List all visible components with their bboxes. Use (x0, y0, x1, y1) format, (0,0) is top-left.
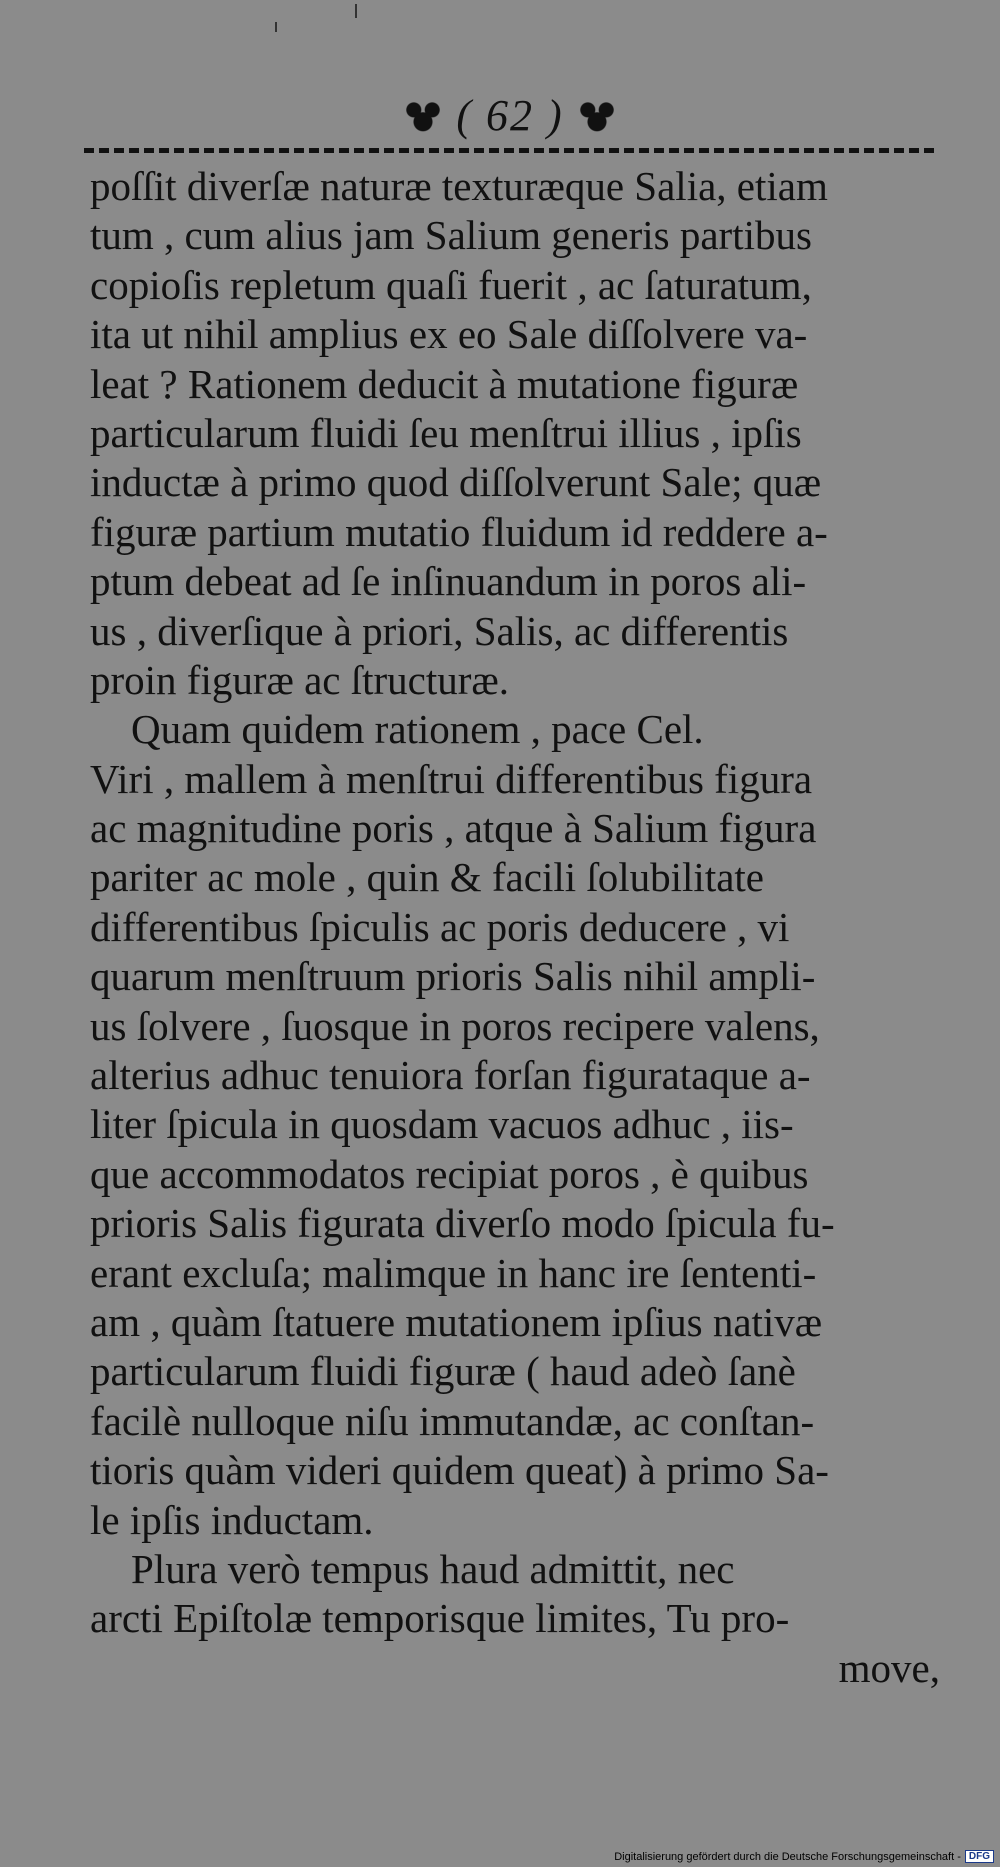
scan-mark (275, 22, 277, 32)
page-header (360, 85, 660, 145)
text-line: facilè nulloque niſu immutandæ, ac conſtan- (90, 1397, 815, 1444)
text-line: arcti Epiſtolæ temporisque limites, Tu pro- (90, 1595, 790, 1642)
text-line: ac magnitudine poris , atque à Salium figura (90, 805, 817, 852)
text-line: inductæ à primo quod diſſolverunt Sale; quæ (90, 459, 822, 506)
text-line: poſſit diverſæ naturæ texturæque Salia, etiam (90, 163, 828, 209)
body-text (90, 162, 940, 1693)
header-rule (84, 148, 934, 153)
footer-credit-text: Digitalisierung gefördert durch die Deutsche Forschungsgemeinschaft - (614, 1850, 961, 1863)
text-line: prioris Salis figurata diverſo modo ſpicula fu- (90, 1200, 835, 1247)
ornament-right-icon (574, 98, 620, 132)
page-number: ( 62 ) (456, 90, 564, 140)
text-line: differentibus ſpiculis ac poris deducere , vi (90, 903, 790, 950)
text-line: figuræ partium mutatio fluidum id reddere a- (90, 508, 828, 555)
text-line: erant excluſa; malimque in hanc ire ſententi- (90, 1249, 817, 1296)
text-line: ptum debeat ad ſe inſinuandum in poros ali- (90, 558, 807, 605)
text-line: pariter ac mole , quin & facili ſolubilitate (90, 854, 764, 901)
text-line: Quam quidem rationem , pace Cel. (90, 706, 704, 753)
text-line: liter ſpicula in quosdam vacuos adhuc , iis- (90, 1101, 794, 1148)
text-line: Plura verò tempus haud admittit, nec (90, 1545, 735, 1592)
text-line: Viri , mallem à menſtrui differentibus figura (90, 755, 813, 802)
footer-credit (614, 1850, 994, 1863)
scan-mark (355, 4, 357, 18)
text-line: tum , cum alius jam Salium generis partibus (90, 212, 812, 259)
text-line: quarum menſtruum prioris Salis nihil ampli- (90, 953, 816, 1000)
text-line: alterius adhuc tenuiora forſan figurataque a- (90, 1052, 811, 1099)
catchword: move, (838, 1644, 940, 1691)
text-line: us , diverſique à priori, Salis, ac differentis (90, 607, 789, 654)
text-line: us ſolvere , ſuosque in poros recipere valens, (90, 1002, 820, 1049)
text-line: ita ut nihil amplius ex eo Sale diſſolvere va- (90, 311, 808, 358)
dfg-logo: DFG (965, 1850, 994, 1863)
text-line: am , quàm ſtatuere mutationem ipſius nativæ (90, 1298, 823, 1345)
text-line: le ipſis inductam. (90, 1496, 374, 1543)
text-line: proin figuræ ac ſtructuræ. (90, 656, 510, 703)
text-line: tioris quàm videri quidem queat) à primo Sa- (90, 1447, 829, 1494)
ornament-left-icon (400, 98, 446, 132)
text-line: leat ? Rationem deducit à mutatione figuræ (90, 360, 799, 407)
text-line: particularum fluidi figuræ ( haud adeò ſanè (90, 1348, 796, 1395)
text-line: particularum fluidi ſeu menſtrui illius , ipſis (90, 409, 802, 456)
text-line: que accommodatos recipiat poros , è quibus (90, 1150, 809, 1197)
text-line: copioſis repletum quaſi fuerit , ac ſaturatum, (90, 261, 812, 308)
